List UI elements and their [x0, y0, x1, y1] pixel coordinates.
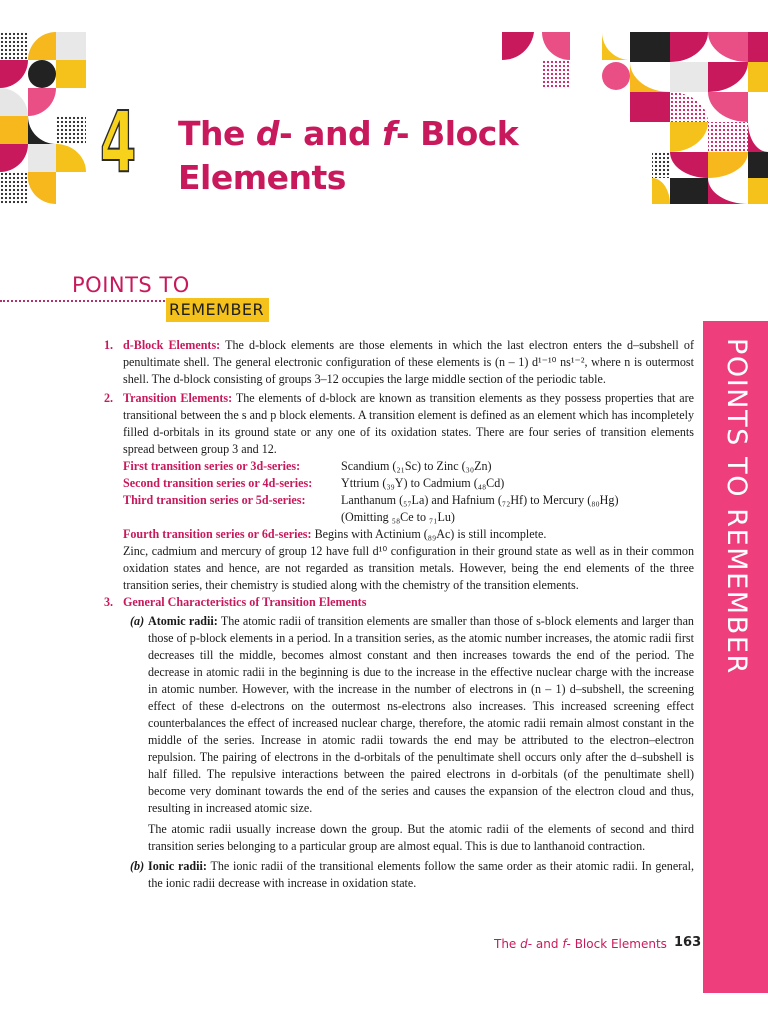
series-row-4: Fourth transition series or 6d-series: Begins with Actinium (₈₉Ac) is still incomplete. — [123, 527, 547, 541]
title-line-2: Elements — [178, 158, 346, 197]
item-heading: General Characteristics of Transition Elements — [123, 595, 367, 609]
points-to-heading: POINTS TO — [72, 273, 190, 297]
series-row-1: First transition series or 3d-series: Scandium (₂₁Sc) to Zinc (₃₀Zn) — [123, 459, 492, 473]
dotted-divider — [0, 300, 168, 302]
running-footer: The d- and f- Block Elements — [494, 937, 667, 951]
subitem-atomic-radii: (a) Atomic radii: The atomic radii of transition elements are smaller than those of s-block elements and larger than those of p-block elements in a period. In a transition series, as the atomic number increases, the atomic radii first decreases till the middle, becomes almost constant and then increases towards the end of the period. The decrease in atomic radii in the beginning is due to the increase in the effective nuclear charge with the increase in atomic number. However, with the increase in the number of electrons in (n – 1) d–subshell, the screening effect of these d-electrons on the outermost ns-electrons also increases. This increased screening effect counterbalances the effect of increased nuclear charge, therefore, the atomic radii remain almost constant in the middle of the series. Increase in atomic radii towards the end may be attributed to the electron–electron repulsion. The pairing of electrons in the d-orbitals of the penultimate shell occurs only after the d–subshell is half filled. The repulsive interactions between the paired electrons in d-orbitals (of the penultimate shell) become very dominant towards the end of the series and causes the expansion of the electron cloud and thus, resulting in increased atomic size. — [130, 614, 694, 815]
chapter-title — [178, 112, 518, 200]
subitem-heading: Atomic radii: — [148, 614, 218, 628]
list-item-d-block: 1. d-Block Elements: The d-block elements are those elements in which the last electron enters the d–subshell of penultimate shell. The general electronic configuration of these elements is (n – 1) d¹⁻¹⁰ ns¹⁻², where n is outermost shell. The d-block consisting of groups 3–12 occupies the large middle section of the periodic table. — [104, 338, 694, 386]
item-heading: Transition Elements: — [123, 391, 233, 405]
main-content — [104, 337, 694, 892]
subitem-ionic-radii: (b) Ionic radii: The ionic radii of the transitional elements follow the same order as their atomic radii. In general, the ionic radii decrease with increase in oxidation state. — [130, 859, 694, 890]
series-row-3: Third transition series or 5d-series: Lanthanum (₅₇La) and Hafnium (₇₂Hf) to Mercury (₈₀Hg) — [123, 493, 619, 507]
series-row-2: Second transition series or 4d-series: Yttrium (₃₉Y) to Cadmium (₄₈Cd) — [123, 476, 505, 490]
page-number: 163 — [674, 935, 702, 950]
remember-badge: REMEMBER — [166, 298, 269, 322]
title-line-1: The d- and f- Block — [178, 114, 519, 153]
series-row-3-note: (Omitting ₅₈Ce to ₇₁Lu) — [341, 510, 455, 524]
subitem-text: The atomic radii of transition elements are smaller than those of s-block elements and larger than those of p-block elements in a period. In a transition series, as the atomic number increases, the atomic radii first decreases till the middle, becomes almost constant and then increases towards the end of the period. The decrease in atomic radii in the beginning is due to the increase in the effective nuclear charge with the increase in atomic number. However, with the increase in the number of electrons in (n – 1) d–subshell, the screening effect of these d-electrons on the outermost ns-electrons also increases. This increased screening effect counterbalances the effect of increased nuclear charge, therefore, the atomic radii remain almost constant in the middle of the series. Increase in atomic radii towards the end may be attributed to the electron–electron repulsion. The pairing of electrons in the d-orbitals of the penultimate shell occurs only after the d–subshell is half filled. The repulsive interactions between the paired electrons in d-orbitals (of the penultimate shell) become very dominant towards the end of the series and causes the expansion of the electron cloud and thus, resulting in increased atomic size. — [148, 614, 694, 815]
item-text: The elements of d-block are known as transition elements as they possess properties that are transitional between the s and p block elements. A transition element is defined as an element which has incompletely filled d-orbitals in its ground state or any one of its oxidation states. There are four series of transition elements spread between group 3 and 12. — [123, 391, 694, 456]
subitem-atomic-radii-para2: The atomic radii usually increase down the group. But the atomic radii of the elements of second and third transition series belonging to a particular group are almost equal. This is due to lanthanoid contraction. — [148, 822, 694, 853]
item-closing-text: Zinc, cadmium and mercury of group 12 have full d¹⁰ configuration in their ground state as well as in their common oxidation states and hence, are not regarded as transition metals. However, being the end elements of the three transition series, their chemistry is studied along with the chemistry of the transition elements. — [123, 544, 694, 592]
decorative-pattern-right — [502, 32, 768, 204]
item-text: The d-block elements are those elements in which the last electron enters the d–subshell of penultimate shell. The general electronic configuration of these elements is (n – 1) d¹⁻¹⁰ ns¹⁻², where n is outermost shell. The d-block consisting of groups 3–12 occupies the large middle section of the periodic table. — [123, 338, 694, 386]
list-item-transition-elements: 2. Transition Elements: The elements of d-block are known as transition elements as they possess properties that are transitional between the s and p block elements. A transition element is defined as an element which has incompletely filled d-orbitals in its ground state or any one of its oxidation states. There are four series of transition elements spread between group 3 and 12. First transition series or 3d-series: Scandium (₂₁Sc) to Zinc (₃₀Zn) Second transition series or 4d-series: Yttrium (₃₉Y) to Cadmium (₄₈Cd) Third transition series or 5d-series: Lanthanum (₅₇La) and Hafnium (₇₂Hf) to Mercury (₈₀Hg) (Omitting ₅₈Ce to ₇₁Lu) Fourth transition series or 6d-series: Begins with Actinium (₈₉Ac) is still incomplete. Zinc, cadmium and mercury of group 12 have full d¹⁰ configuration in their ground state as well as in their common oxidation states and hence, are not regarded as transition metals. However, being the end elements of the three transition series, their chemistry is studied along with the chemistry of the transition elements. — [104, 391, 694, 592]
subitem-text: The ionic radii of the transitional elements follow the same order as their atomic radii. In general, the ionic radii decrease with increase in oxidation state. — [148, 859, 694, 890]
chapter-number: 4 — [100, 93, 137, 191]
subitem-heading: Ionic radii: — [148, 859, 207, 873]
decorative-pattern-left — [0, 32, 100, 204]
list-item-general-characteristics: 3. General Characteristics of Transition Elements — [104, 595, 367, 609]
item-heading: d-Block Elements: — [123, 338, 221, 352]
